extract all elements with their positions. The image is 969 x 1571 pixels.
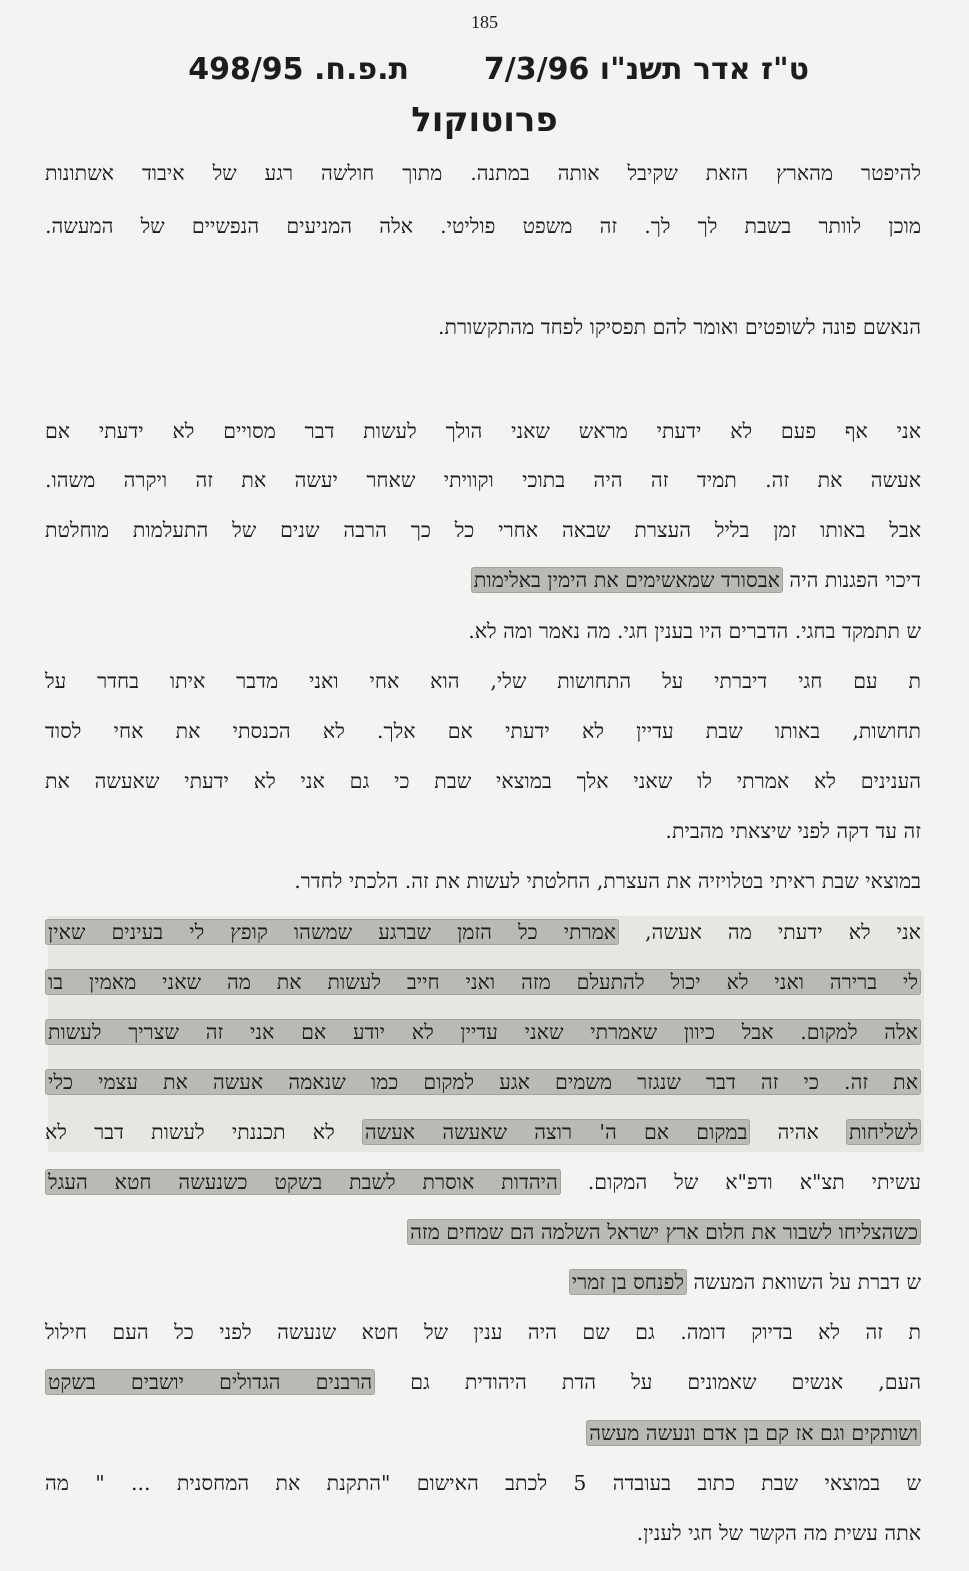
highlighted-text: אבסורד שמאשימים את הימין באלימות <box>471 567 783 593</box>
text-span: דיכוי הפגנות היה <box>782 568 921 592</box>
highlighted-text: לשליחות <box>846 1119 921 1145</box>
text-span: העם, אנשים שאמונים על הדת היהודית גם <box>375 1370 921 1394</box>
text-line <box>45 917 921 947</box>
case-number: ת.פ.ח. 498/95 <box>188 52 409 87</box>
text-line <box>45 1418 921 1448</box>
header-date: ט"ז אדר תשנ"ו 7/3/96 <box>483 52 809 87</box>
highlighted-text: היהדות אוסרת לשבת בשקט כשנעשה חטא העגל <box>45 1169 561 1195</box>
text-line: אני אף פעם לא ידעתי מראש שאני הולך לעשות דבר מסויים לא ידעתי אם <box>45 419 921 443</box>
highlighted-text: אמרתי כל הזמן שברגע שמשהו קופץ לי בעינים שאין <box>45 919 619 945</box>
highlighted-text: כשהצליחו לשבור את חלום ארץ ישראל השלמה הם שמחים מזה <box>407 1219 921 1245</box>
highlighted-text: אלה למקום. אבל כיוון שאמרתי שאני עדיין לא יודע אם אני זה שצריך לעשות <box>45 1019 921 1045</box>
highlighted-text: הרבנים הגדולים יושבים בשקט <box>45 1369 375 1395</box>
highlighted-text: במקום אם ה' רוצה שאעשה אעשה <box>362 1119 750 1145</box>
question-line: ש תתמקד בחגי. הדברים היו בענין חגי. מה נאמר ומה לא. <box>468 619 921 643</box>
answer-line: ת עם חגי דיברתי על התחושות שלי, הוא אחי ואני מדבר איתו בחדר על <box>45 669 921 693</box>
text-span: אני לא ידעתי מה אעשה, <box>619 920 921 944</box>
text-line <box>45 1217 921 1247</box>
document-title: פרוטוקול <box>411 100 558 140</box>
text-span: עשיתי תצ"א ודפ"א של המקום. <box>560 1170 921 1194</box>
text-line: מוכן לוותר בשבת לך לך. זה משפט פוליטי. אלה המניעים הנפשיים של המעשה. <box>45 214 921 238</box>
text-line <box>45 967 921 997</box>
answer-line: ת זה לא בדיוק דומה. גם שם היה ענין של חטא שנעשה לפני כל העם חילול <box>45 1320 921 1344</box>
question-line <box>45 1267 921 1297</box>
text-line: הענינים לא אמרתי לו שאני אלך במוצאי שבת כי גם אני לא ידעתי שאעשה את <box>45 769 921 793</box>
text-line: הנאשם פונה לשופטים ואומר להם תפסיקו לפחד מהתקשורת. <box>437 315 921 339</box>
text-line: להיפטר מהארץ הזאת שקיבל אותה במתנה. מתוך חולשה רגע של איבוד אשתונות <box>45 161 921 185</box>
text-line: תחושות, באותו שבת עדיין לא ידעתי אם אלך. לא הכנסתי את אחי לסוד <box>45 719 921 743</box>
text-line <box>45 1067 921 1097</box>
highlighted-text: לי ברירה ואני לא יכול להתעלם מזה ואני חייב לעשות את מה שאני מאמין בו <box>45 969 921 995</box>
text-span: לא תכננתי לעשות דבר לא <box>45 1120 362 1144</box>
text-line <box>45 1367 921 1397</box>
highlighted-text: ושותקים וגם אז קם בן אדם ונעשה מעשה <box>586 1420 921 1446</box>
text-line <box>45 565 921 595</box>
text-line <box>45 1167 921 1197</box>
highlighted-text: לפנחס בן זמרי <box>569 1269 687 1295</box>
text-line <box>45 1117 921 1147</box>
page-number: 185 <box>471 12 498 32</box>
highlighted-text: את זה. כי זה דבר שנגזר משמים אגע למקום כמו שנאמה אעשה את עצמי כלי <box>45 1069 921 1095</box>
text-line: אעשה את זה. תמיד זה היה בתוכי וקוויתי שאחר יעשה את זה ויקרה משהו. <box>45 468 921 492</box>
question-line: ש במוצאי שבת כתוב בעובדה 5 לכתב האישום "התקנת את המחסנית ... " מה <box>45 1471 922 1495</box>
text-line: במוצאי שבת ראיתי בטלויזיה את העצרת, החלטתי לעשות את זה. הלכתי לחדר. <box>294 869 921 893</box>
text-line: אתה עשית מה הקשר של חגי לענין. <box>636 1521 921 1545</box>
text-line: זה עד דקה לפני שיצאתי מהבית. <box>665 819 921 843</box>
text-line: אבל באותו זמן בליל העצרת שבאה אחרי כל כך הרבה שנים של התעלמות מוחלטת <box>45 518 921 542</box>
text-line <box>45 1017 921 1047</box>
text-span: ש דברת על השוואת המעשה <box>686 1270 921 1294</box>
text-span: אהיה <box>750 1120 847 1144</box>
